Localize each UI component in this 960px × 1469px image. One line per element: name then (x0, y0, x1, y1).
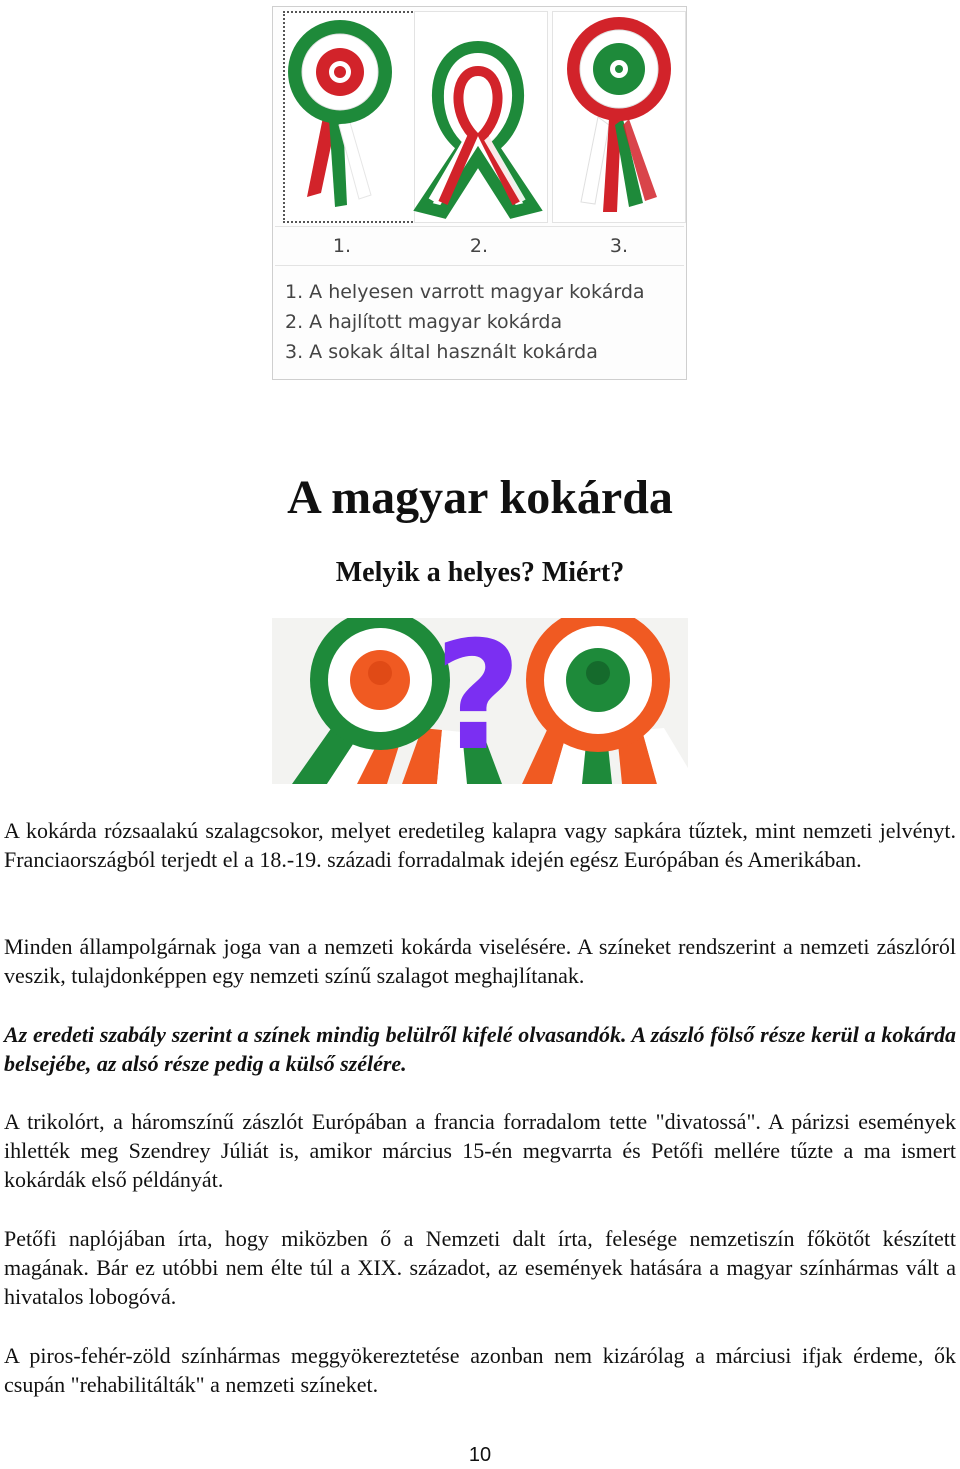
cockade-question-photo (272, 618, 688, 784)
figure-number-3: 3. (609, 235, 629, 257)
legend-item-2: 2. A hajlított magyar kokárda (285, 311, 563, 333)
cockade-3-image (567, 17, 671, 212)
paragraph-6: A piros-fehér-zöld színhármas meggyökereztetése azonban nem kizárólag a márciusi ifjak érdeme, ők csupán "rehabilitálták" a nemzeti színeket. (4, 1343, 956, 1397)
page-number: 10 (468, 1444, 492, 1466)
paragraph-2: Minden állampolgárnak joga van a nemzeti kokárda viselésére. A színeket rendszerint a nemzeti zászlóról veszik, tulajdonképpen egy nemzeti színű szalagot meghajlítanak. (4, 934, 956, 988)
paragraph-4: A trikolórt, a háromszínű zászlót Európában a francia forradalom tette "divatossá". A párizsi események ihlették meg Szendrey Júliát is, amikor március 15-én megvarrta és Petőfi mellére tűzte a ma ismert kokárdák első példányát. (4, 1109, 956, 1192)
cockade-illustrations (273, 7, 688, 227)
legend-item-1: 1. A helyesen varrott magyar kokárda (285, 281, 645, 303)
figure-number-row (275, 226, 684, 266)
paragraph-3-rule: Az eredeti szabály szerint a színek mindig belülről kifelé olvasandók. A zászló fölső része kerül a kokárda belsejébe, az alsó része pedig a külső szélére. (4, 1022, 956, 1076)
svg-text:?: ? (434, 618, 522, 784)
page-subtitle: Melyik a helyes? Miért? (335, 557, 625, 588)
page-title: A magyar kokárda (287, 471, 673, 524)
paragraph-1: A kokárda rózsaalakú szalagcsokor, melyet eredetileg kalapra vagy sapkára tűztek, mint nemzeti jelvényt. Franciaországból terjedt el a 18.-19. századi forradalmak idején egész Európában és Amerikában. (4, 818, 956, 872)
cockade-question-image (272, 618, 688, 784)
figure-legend (285, 277, 645, 367)
cockade-2-image (423, 47, 533, 212)
cockade-1-image (288, 20, 392, 207)
figure-number-2: 2. (469, 235, 489, 257)
paragraph-5: Petőfi naplójában írta, hogy miközben ő a Nemzeti dalt írta, felesége nemzetiszín főkötőt készített magának. Bár ez utóbbi nem élte túl a XIX. századot, az események hatására a magyar színhármas vált a hivatalos lobogóvá. (4, 1226, 956, 1309)
legend-item-3: 3. A sokak által használt kokárda (285, 341, 598, 363)
cockade-comparison-figure (272, 6, 687, 380)
figure-number-1: 1. (332, 235, 352, 257)
